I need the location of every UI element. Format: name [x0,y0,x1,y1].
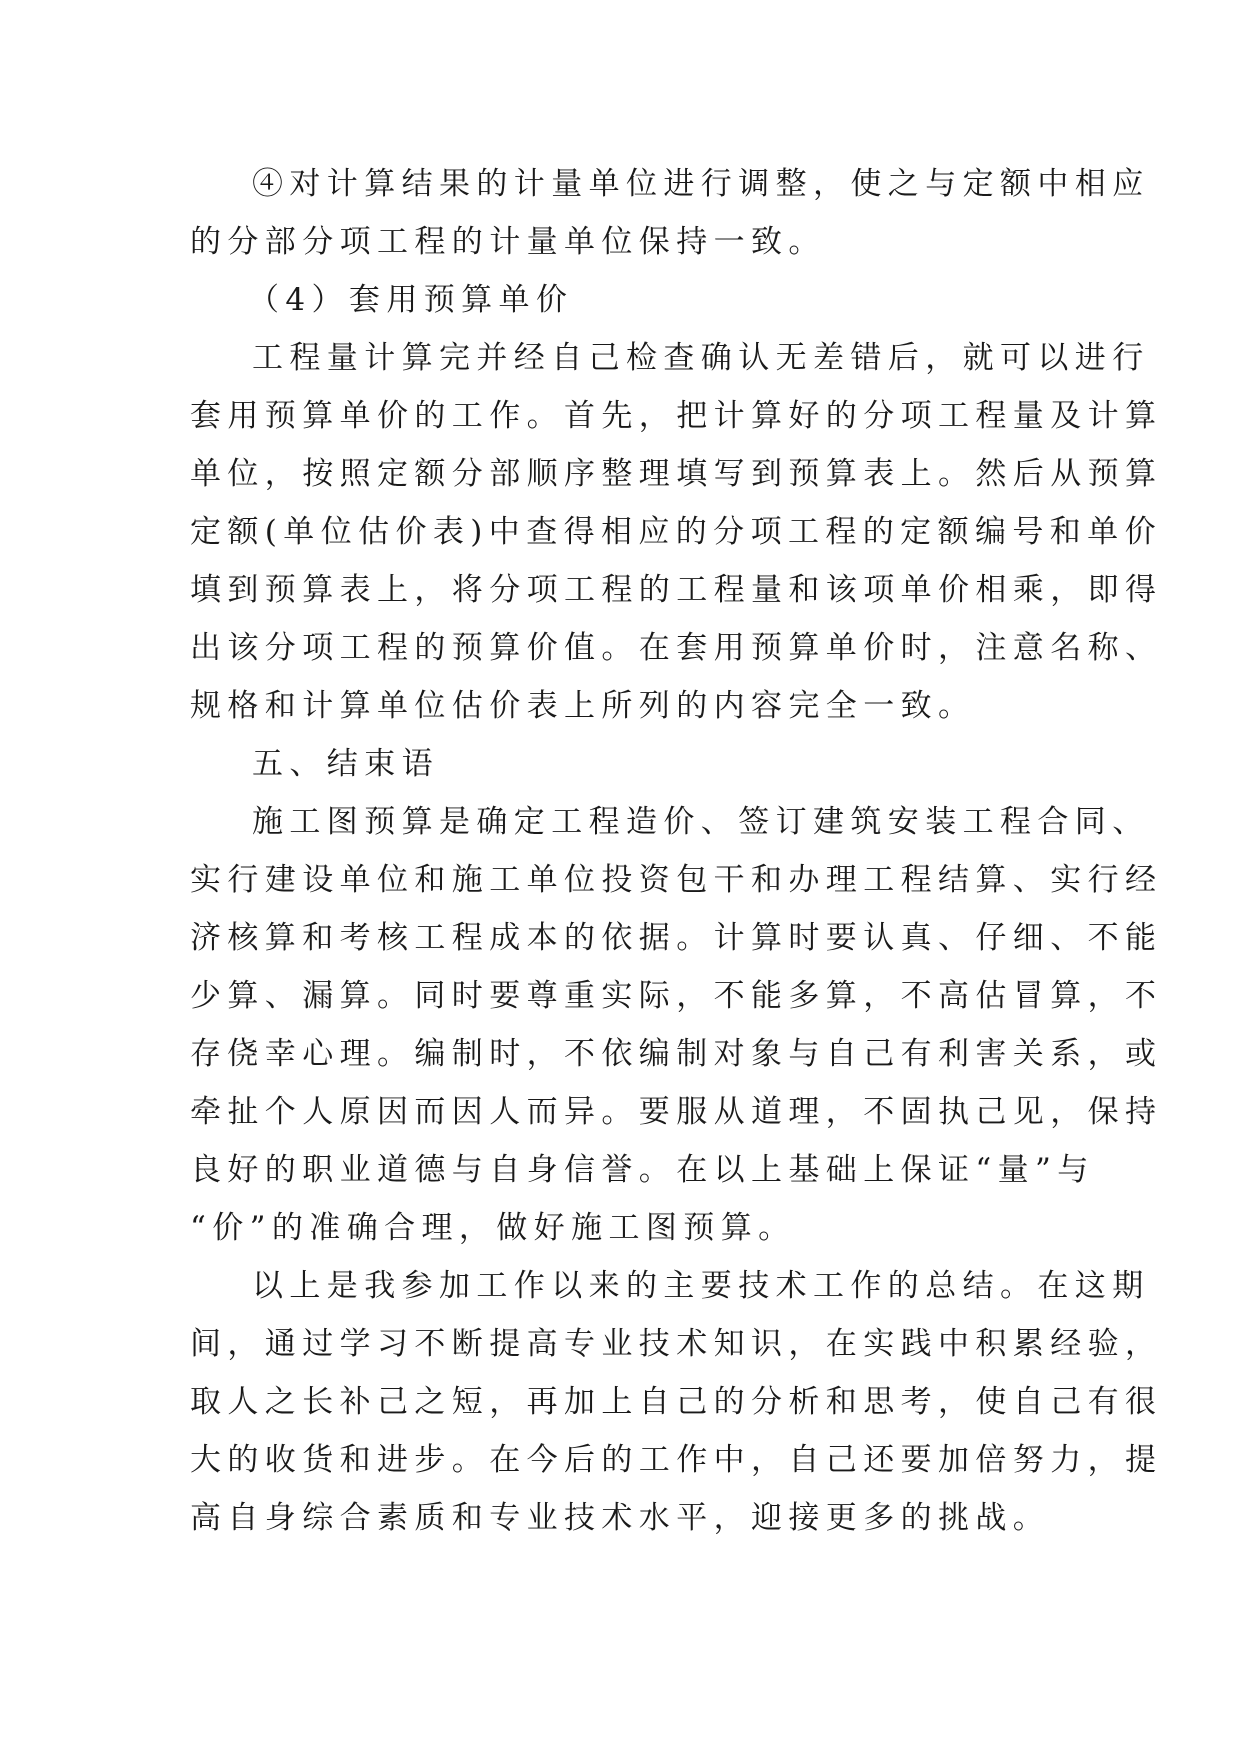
text-line: 套用预算单价的工作。首先，把计算好的分项工程量及计算 [190,398,1163,434]
text-line: 高自身综合素质和专业技术水平，迎接更多的挑战。 [190,1500,1051,1536]
text-line: 良好的职业道德与自身信誉。在以上基础上保证“量”与 [190,1152,1095,1188]
text-line: 大的收货和进步。在今后的工作中，自己还要加倍努力，提 [190,1442,1163,1478]
text-line: 取人之长补己之短，再加上自己的分析和思考，使自己有很 [190,1384,1163,1420]
text-line: 工程量计算完并经自己检查确认无差错后，就可以进行 [252,340,1150,376]
text-line: 少算、漏算。同时要尊重实际，不能多算，不高估冒算，不 [190,978,1163,1014]
text-line: 施工图预算是确定工程造价、签订建筑安装工程合同、 [252,804,1150,840]
text-line: 的分部分项工程的计量单位保持一致。 [190,224,826,260]
text-line: 间，通过学习不断提高专业技术知识，在实践中积累经验， [190,1326,1163,1362]
section-heading: （4）套用预算单价 [248,282,574,318]
text-line: 存侥幸心理。编制时，不依编制对象与自己有利害关系，或 [190,1036,1163,1072]
text-line: 定额(单位估价表)中查得相应的分项工程的定额编号和单价 [190,514,1162,550]
text-line: ④对计算结果的计量单位进行调整，使之与定额中相应 [252,166,1150,202]
text-line: 单位，按照定额分部顺序整理填写到预算表上。然后从预算 [190,456,1163,492]
text-line: 出该分项工程的预算价值。在套用预算单价时，注意名称、 [190,630,1163,666]
text-line: 牵扯个人原因而因人而异。要服从道理，不固执己见，保持 [190,1094,1163,1130]
text-line: 以上是我参加工作以来的主要技术工作的总结。在这期 [252,1268,1150,1304]
text-line: 填到预算表上，将分项工程的工程量和该项单价相乘，即得 [190,572,1163,608]
text-line: 济核算和考核工程成本的依据。计算时要认真、仔细、不能 [190,920,1163,956]
text-line: 规格和计算单位估价表上所列的内容完全一致。 [190,688,976,724]
text-line: “价”的准确合理，做好施工图预算。 [190,1210,796,1246]
section-heading: 五、结束语 [252,746,439,782]
text-line: 实行建设单位和施工单位投资包干和办理工程结算、实行经 [190,862,1163,898]
